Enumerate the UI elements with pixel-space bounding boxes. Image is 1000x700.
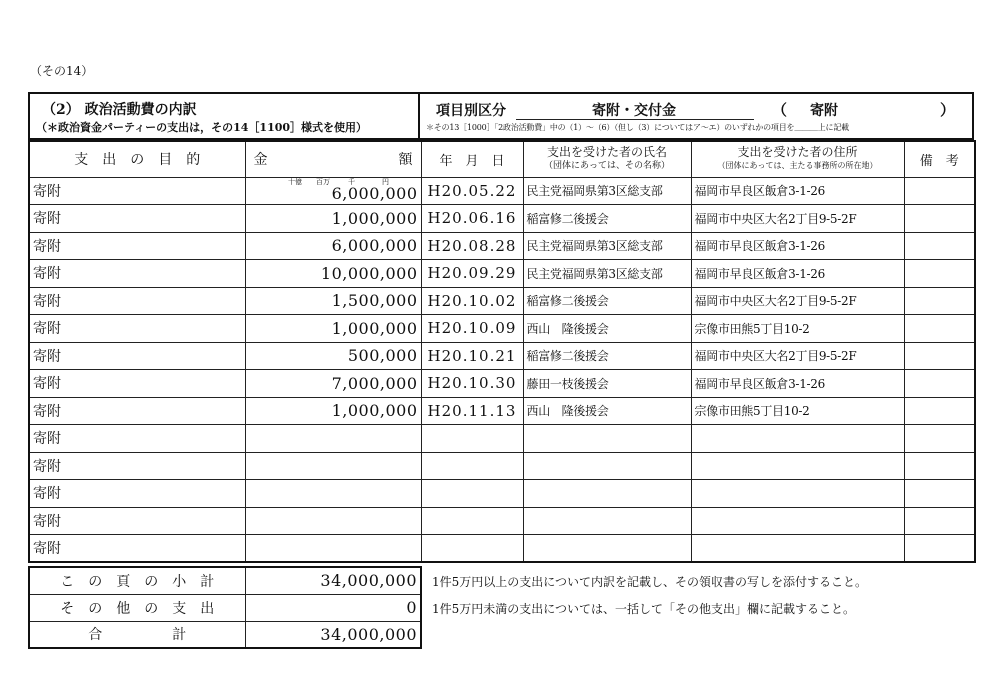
section-subtitle: （＊政治資金パーティーの支出は，その14［1100］様式を使用） [36, 121, 368, 134]
row-purpose: 寄附 [29, 287, 245, 315]
row-date: H20.11.13 [421, 397, 523, 425]
section-header-box [28, 92, 420, 140]
row-purpose: 寄附 [29, 452, 245, 480]
table-row [29, 177, 975, 205]
expenditure-table [28, 140, 976, 563]
subtotal-label: こ の 頁 の 小 計 [29, 567, 245, 594]
row-date [421, 452, 523, 480]
row-amount: 10,000,000 [245, 260, 421, 288]
header-recipient [523, 141, 691, 177]
row-purpose: 寄附 [29, 480, 245, 508]
row-remarks [904, 315, 975, 343]
table-row [29, 260, 975, 288]
table-row [29, 507, 975, 535]
row-address: 宗像市田熊5丁目10-2 [691, 315, 904, 343]
row-date [421, 480, 523, 508]
table-row [29, 287, 975, 315]
row-recipient: 民主党福岡県第3区総支部 [523, 260, 691, 288]
row-address [691, 507, 904, 535]
row-remarks [904, 287, 975, 315]
row-recipient [523, 425, 691, 453]
table-row [29, 480, 975, 508]
section-title: （2） 政治活動費の内訳 [42, 102, 197, 118]
table-row [29, 205, 975, 233]
row-recipient: 稲富修二後援会 [523, 205, 691, 233]
row-address [691, 425, 904, 453]
row-recipient [523, 535, 691, 563]
row-purpose: 寄附 [29, 370, 245, 398]
row-recipient: 西山 隆後援会 [523, 397, 691, 425]
row-date: H20.05.22 [421, 177, 523, 205]
row-recipient: 西山 隆後援会 [523, 315, 691, 343]
totals-table [28, 566, 422, 649]
header-address-sub: （団体にあっては、主たる事務所の所在地） [717, 161, 878, 171]
row-address [691, 452, 904, 480]
header-address [691, 141, 904, 177]
note-1: 1件5万円以上の支出について内訳を記載し、その領収書の写しを添付すること。 [432, 575, 868, 589]
paren-open: （ [772, 101, 788, 119]
subtotal-value: 34,000,000 [245, 567, 421, 594]
row-amount: 7,000,000 [245, 370, 421, 398]
row-address: 福岡市中央区大名2丁目9-5-2F [691, 287, 904, 315]
row-purpose: 寄附 [29, 397, 245, 425]
row-remarks [904, 397, 975, 425]
row-amount [245, 425, 421, 453]
row-remarks [904, 425, 975, 453]
paren-close: ） [940, 101, 956, 119]
row-date: H20.08.28 [421, 232, 523, 260]
header-recipient-main: 支出を受けた者の氏名 [546, 145, 667, 160]
row-recipient: 民主党福岡県第3区総支部 [523, 232, 691, 260]
unit-sen: 千 [348, 178, 355, 186]
unit-en: 円 [382, 178, 389, 186]
row-address: 福岡市早良区飯倉3-1-26 [691, 370, 904, 398]
row-purpose: 寄附 [29, 535, 245, 563]
category-label: 項目別区分 [436, 103, 506, 119]
row-recipient [523, 480, 691, 508]
row-address: 福岡市早良区飯倉3-1-26 [691, 232, 904, 260]
paren-value: 寄附 [810, 103, 838, 119]
row-amount: 1,500,000 [245, 287, 421, 315]
table-row [29, 315, 975, 343]
category-value: 寄附・交付金 [592, 103, 676, 119]
row-date: H20.10.02 [421, 287, 523, 315]
table-row [29, 425, 975, 453]
row-remarks [904, 535, 975, 563]
total-value: 34,000,000 [245, 621, 421, 648]
row-remarks [904, 507, 975, 535]
table-row [29, 342, 975, 370]
row-remarks [904, 177, 975, 205]
row-remarks [904, 205, 975, 233]
row-address [691, 535, 904, 563]
row-remarks [904, 370, 975, 398]
row-purpose: 寄附 [29, 315, 245, 343]
row-amount: 1,000,000 [245, 397, 421, 425]
header-amount-right: 額 [398, 152, 413, 169]
header-amount-left: 金 [253, 152, 268, 169]
row-purpose: 寄附 [29, 205, 245, 233]
row-address: 福岡市中央区大名2丁目9-5-2F [691, 205, 904, 233]
row-address: 福岡市早良区飯倉3-1-26 [691, 177, 904, 205]
row-remarks [904, 342, 975, 370]
row-purpose: 寄附 [29, 260, 245, 288]
row-purpose: 寄附 [29, 425, 245, 453]
row-recipient: 藤田一枝後援会 [523, 370, 691, 398]
row-amount [245, 535, 421, 563]
header-remarks: 備 考 [904, 141, 975, 177]
row-amount [245, 480, 421, 508]
row-recipient: 民主党福岡県第3区総支部 [523, 177, 691, 205]
row-remarks [904, 452, 975, 480]
category-note: ＊その13［1000］「2政治活動費」中の（1）～（6）（但し（3）についてはア～エ）のいずれかの項目を＿＿＿上に記載 [426, 123, 849, 132]
header-recipient-sub: （団体にあっては、その名称） [544, 161, 670, 172]
row-purpose: 寄附 [29, 177, 245, 205]
row-recipient: 稲富修二後援会 [523, 342, 691, 370]
header-amount [245, 141, 421, 177]
page-label: （その14） [30, 64, 94, 78]
row-date: H20.09.29 [421, 260, 523, 288]
row-date [421, 425, 523, 453]
row-purpose: 寄附 [29, 342, 245, 370]
row-recipient [523, 507, 691, 535]
row-address: 宗像市田熊5丁目10-2 [691, 397, 904, 425]
row-remarks [904, 260, 975, 288]
row-amount: 500,000 [245, 342, 421, 370]
row-amount [245, 452, 421, 480]
table-row [29, 452, 975, 480]
row-address [691, 480, 904, 508]
note-2: 1件5万円未満の支出については、一括して「その他支出」欄に記載すること。 [432, 602, 856, 616]
row-remarks [904, 232, 975, 260]
total-label: 合 計 [29, 621, 245, 648]
table-row [29, 535, 975, 563]
row-date [421, 507, 523, 535]
row-address: 福岡市早良区飯倉3-1-26 [691, 260, 904, 288]
other-value: 0 [245, 594, 421, 621]
row-recipient [523, 452, 691, 480]
row-purpose: 寄附 [29, 232, 245, 260]
row-purpose: 寄附 [29, 507, 245, 535]
row-amount: 6,000,000 [245, 177, 421, 205]
row-date: H20.10.21 [421, 342, 523, 370]
row-date: H20.10.30 [421, 370, 523, 398]
other-label: そ の 他 の 支 出 [29, 594, 245, 621]
row-date: H20.10.09 [421, 315, 523, 343]
category-underline [516, 119, 754, 120]
row-date [421, 535, 523, 563]
row-amount: 1,000,000 [245, 205, 421, 233]
row-recipient: 稲富修二後援会 [523, 287, 691, 315]
table-row [29, 397, 975, 425]
row-amount: 6,000,000 [245, 232, 421, 260]
unit-hyakuman: 百万 [316, 178, 330, 186]
unit-10oku: 十億 [288, 178, 302, 186]
row-date: H20.06.16 [421, 205, 523, 233]
category-header-box [418, 92, 974, 140]
header-purpose: 支 出 の 目 的 [29, 141, 245, 177]
header-date: 年 月 日 [421, 141, 523, 177]
header-address-main: 支出を受けた者の住所 [737, 145, 858, 160]
table-row [29, 370, 975, 398]
row-address: 福岡市中央区大名2丁目9-5-2F [691, 342, 904, 370]
row-remarks [904, 480, 975, 508]
table-row [29, 232, 975, 260]
row-amount [245, 507, 421, 535]
row-amount: 1,000,000 [245, 315, 421, 343]
